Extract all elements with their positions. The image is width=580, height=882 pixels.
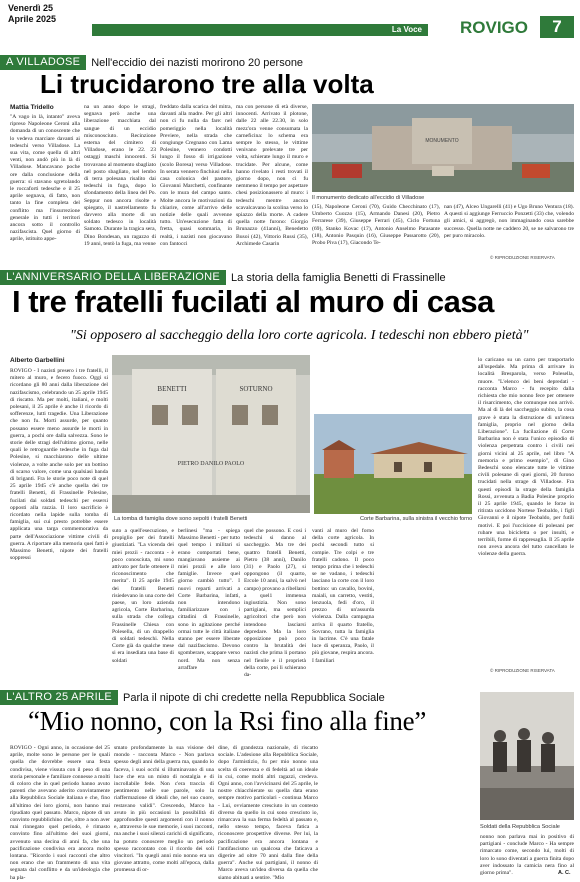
corte-barbarina-caption: Corte Barbarina, sulla sinistra il vecchio forno (360, 516, 473, 522)
article1-col5: (15), Napoleone Ceroni (70), Guido Checchinato (17), Umberto Cuozzo (15), Armando Danesi (20), Pietro Ferrarese (39), Giuseppe Ferrari (45), Ciclo Fortuna (69), Stanko Kovac (17), Antonio Anselmo Parasante (18), Antonio Pasquin (16), Giuseppe Passarotto (20), Probo Piva (17), Giacondo Te- (312, 204, 440, 247)
article1-col1: "A vago in là, intanto" aveva ripreso Napoleone Ceroni alla domanda di un conoscente che lo vedeva marciare davanti ai tedeschi verso Villadose. La sua vita, come quella di altri venti, non andò più in là di Villadose. Mancavano poche ore dalla conclusione della guerra: si stavano sgretolando le roccaforti tedesche e il 25 aprile segnava, di fatto, non tanto la fine completa del conflitto ma l'insurrezione generale in tutti i territori ancora sotto il controllo nazifascista. Quel giorno di aprile, istituito appe- (10, 114, 80, 243)
article1-kicker (0, 55, 303, 70)
article1-col6: nan (47), Alceo Ungarelli (41) e Ugo Bruno Ventura (18). A questi si aggiunge Ferruccio Ponzetti (33) che, volendo gli amici, si aggregò, non immaginando cosa sarebbe successo. Quella notte ne caddero 20, se ne salvarono tre per puro miracolo. (444, 204, 574, 239)
tomb-name-left: BENETTI (157, 385, 187, 393)
article2-col2: suto a quell'esecuzione, e propiglio per dei fratelli giustiziati. "La vicenda dei miei prozii - racconta - è poco conosciuta, mi sono attivato per farle ottenere il riconoscimento che merita". Il 25 aprile 1945 dei fratelli Benetti risiedevano in una corte del paese, un loro azienda agricola, Corte Barbarina, sulla strada che collega Frassinelle Chiesa con Polesella, di un drappello di soldati tedeschi. Nella Corte già da qualche mese si era insediata una base di soldati (112, 528, 174, 664)
article2-col5: vanti al muro del forno della corte agricola. In pochi secondi tutto si compie. Tre colpi e tre fratelli cadono. Il poco tempo prima che i tedeschi se ne vadano, i tedeschi lasciano la corte con il loro bottino: un cavallo, bovini, maiali, un carretto, vestiti, lenzuola, fedi d'oro, il prezzo di un'assurda violenza. Dalla campagna arriva il quarto fratello, Sovrano, tutta la famiglia in lacrime. C'è una fatale luce di speranza, Paolo, il più giovane, respira ancora. I familiari (312, 528, 374, 664)
article2-kicker-tag: L'ANNIVERSARIO DELLA LIBERAZIONE (0, 270, 226, 285)
tomb-inscription: PIETRO DANILO PAOLO (177, 461, 245, 467)
monument-photo (312, 104, 574, 192)
article2-credit: © RIPRODUZIONE RISERVATA (490, 668, 555, 673)
article2-kicker (0, 270, 446, 285)
article2-headline: I tre fratelli fucilati al muro di casa (12, 284, 494, 319)
article1-credit: © RIPRODUZIONE RISERVATA (490, 255, 555, 260)
issue-date (8, 3, 56, 25)
article1-byline: Mattia Tridello (10, 104, 54, 111)
article3-col2: smato profondamente la sua visione del mondo - racconta Marco - Non parlava spesso degli anni della guerra ma, quando lo faceva, i suoi occhi si illuminavano di una luce che era un misto di nostalgia e di incrollabile fede. Non c'era traccia di pentimento nelle sue parole, solo la riaffermazione di ideali che, nel suo cuore, restavano validi". Crescendo, Marco ha avuto in più occasioni la possibilità di approfondire questi argomenti con il nonno e, attraverso le sue memorie, i suoi racconti, ma anche i suoi silenzi carichi di significato, ha potuto conoscere meglio un periodo spesso raccontato con il ricordo dei soli vincitori. "In quegli anni mio nonno era un giovane attratto, come molti all'epoca, dalla promessa di or- (114, 745, 214, 874)
corte-barbarina-photo (314, 414, 472, 514)
monument-photo-caption: Il monumento dedicato all'eccidio di Villadose (312, 195, 425, 201)
article3-col4: nonno non parlava mai in positivo di partigiani - conclude Marco - Ha sempre rimarcato come, secondo lui, molti di loro lo sono diventati a guerra finita dopo aver indossato la camicia nera fino al giorno prima". (480, 834, 574, 877)
article1-col2: na un anno dopo le stragi, segnava però anche una liberazione macchiata dal sangue di un eccidio misconosciuto. Recinzione esterna del cimitero di Villadose, erano le 22. 23 ostaggi maschi innocenti. Si trovavano al momento sbagliato nel posto sbagliato, nel lembo di terra polesana risalito dai tedeschi in fuga, dopo lo sfondamento della linea del Po. Seppur non ancora risolte e spiegato, il nastrellamento fu davvero alla morte di un soldato tedesco in località Samoto. Durante la tragica sera, Dino Bondesan, un ragazzo di 19 anni, tentò la fuga, ma venne (84, 104, 156, 247)
article1-col4: ma con persone di età diverse, innocenti. Arrivato il plotone, dalle 22 alle 22.30, in solo mezz'ora venne consumata la carneficina: lo schema era sempre lo stesso, le vittime venivano prelevate tre per volta, schierate lungo il muro e trucidate. Per alcune, come hanno rivelato i resti trovati il giorno dopo, non ci fu nemmeno il tempo per aspettare chesi posizionassero al muro: i tedeschi mentre ancora scavalcavano la scolina verso lo spiazzo della morte. A cadere quella notte furono: Giorgio Brunazzo (41anni), Benedetto Busoi (42), Vittorio Russi (35), Archimede Casarin (236, 104, 308, 247)
article3-kicker-text: Parla il nipote di chi credette nella Repubblica Sociale (123, 691, 385, 704)
rsi-soldiers-photo (480, 692, 574, 820)
monument-plaque-text: MONUMENTO (425, 138, 459, 144)
issue-date-line1: Venerdì 25 (8, 3, 54, 13)
section-name: ROVIGO (460, 18, 529, 37)
newspaper-brand: La Voce (391, 25, 422, 34)
article1-headline: Li trucidarono tre alla volta (40, 69, 374, 99)
article3-headline: “Mio nonno, con la Rsi fino alla fine” (28, 706, 427, 736)
article2-kicker-text: La storia della famiglia Benetti di Frassinelle (231, 271, 446, 284)
tomb-photo (112, 355, 310, 513)
article2-col4: quel che possono. E così i tedeschi si danno al saccheggio. Ma tre dei quattro fratelli Benetti, Pietro (38 anni), Danilo (31) e Paolo (27), si oppongono (il quarto, Ercole 10 anni, la salvò nel campo) provano a ribellarsi a quel1 immensa ingiustizia. Non sono partigiani, ma semplici agricoltori che però non intendono lasciarsi depredare. Ma la loro opposizione può poco contro la brutalità dei nazisti che prima li portano nel fienile e il proprietà della corte, poi li schierano da- (244, 528, 306, 679)
article2-col6: lo caricano su un carro per trasportarlo all'ospedale. Ma prima di arrivare in località Bresparola, verso Polesella, muore. "L'elenco dei beni depredati - racconta Marco - fu recepito dalla richiesta che mio nonno fece per ottenere il risarcimento, che comunque non arrivò. Ma al di là del saccheggio subito, la cosa grave è stata la distruzione di un'intera famiglia, proprio nel giorno della Liberazione". La fucilazione di Corte Barbarina non è stata l'unico episodio di violenza perpetrata contro i civili nei giorni vicini al 25 aprile, nel libro "A memoria e primo esempio", di Gino Bedeschi sono elencate tutte le vittime civili polesane di quei giorni, 20 furono trucidati nella strage di Villadose. Fra questi episodi la strage della famiglia Rossi, avvenuta a Badia Polesine proprio il 25 aprile 1945, quando le forze in ritirata uccidono Nortese Teobaldo, i figli Giovanni e il nipote Teobaldo, per futili motivi. E poi l'uccisione di polesani per rubare una bicicletta o per insulti, e terribili, forme di rappresaglia. Il 25 aprile non aveva ancora del tutto cancellato le violenze della guerra. (478, 357, 574, 558)
article3-signature: A. C. (558, 870, 571, 876)
page-number: 7 (540, 16, 574, 38)
tomb-name-right: SOTURNO (239, 385, 273, 393)
tomb-photo-caption: La tomba di famiglia dove sono sepolti i fratelli Benetti (114, 516, 248, 522)
issue-date-line2: Aprile 2025 (8, 14, 57, 24)
article2-subhead: "Si opposero al saccheggio della loro corte agricola. I tedeschi non ebbero pietà" (70, 328, 529, 343)
article3-kicker-tag: L'ALTRO 25 APRILE (0, 690, 118, 705)
article2-byline: Alberto Garbellini (10, 357, 65, 364)
article1-col3: freddato dalla scarica del mitra, davanti alla madre. Per gli altri non ci fu nulla da fare: nel pomeriggio nella località Previere, nella strada che congiunge Cregnano con Lama Polesine, vennero condotti lungo il fosso di irrigazione (scolo Boresa) verso Villadose. In serata vennero finchiusi nella casa colonica del pastore, Giovanni Marchetti, confinante con le mura del campo santo. Molte ancora le motivazioni da chiarire, come all'arrivo delle notizie delle quali avvenne tutto. Un'esecuzione fatta di fretta, quasi sommaria, in realtà, i nazisti non giocavano con fantocci (160, 104, 232, 247)
article2-col3: berlinesi "ma - spiega Massimo Benetti - per tutto quel tempo i militari si erano comportati bene, mangiavano assieme ai miei prozii e alle loro famiglie. Invece quel giorno cambiò tutto". I nuovi reparti arrivati a Corte Barbarina, infatti, non intendono familiarizzare con i cittadini di Frassinelle, sono in agitazione perché ormai tutte le città italiane stanno per essere liberate dal nazifascismo. Devono sgomberare, scappare verso nord. Ma non senza arraffare (178, 528, 240, 671)
article3-col3: dine, di grandezza nazionale, di riscatto sociale. L'adesione alla Repubblica Sociale, dopo l'armistizio, fu per mio nonno una scelta di coerenza e di fedeltà ad un ideale in cui, come molti altri ragazzi, credeva. Ogni anno, con l'avvicinarsi del 25 aprile, le nostre chiacchierate su quella data erano sempre motivo particolari - continua Marco - Lui, ovviamente cresciuto in un contesto diverso da quello in cui sono cresciuto io, rimarcava la sua ferma fedeltà al passato e, nello stesso tempo, faceva fatica a riconoscere prospettive diverse. Per lui, la pacificazione era ancora lontana e l'antifascismo un qualcosa che faticava a digerire ad oltre 70 anni dalla fine della guerra". Anche sui partigiani, il nonno di Marco aveva un'idea diversa da quella che siamo abituati a sentire. "Mio (218, 745, 318, 881)
article1-kicker-tag: A VILLADOSE (0, 55, 86, 70)
article2-col1: ROVIGO - I nazisti presero i tre fratelli, il mitero al muro, e fecero fuoco. Oggi si ricordano gli 80 anni dalla liberazione del nazifascismo, celebrando un 25 aprile 1945 di riscatto. Ma per molti, italiani, e molti polesani, il 25 aprile è anche il ricordo di sofferenze, lutti tragedie. Una Liberazione che non fu. Morti assurde, per quanto possano essere meno assurde le morti in guerra, a pochi ore dalla salvezza. Sono le storie delle stragi dell'ultimo giorno, nelle quali le retroguardie tedesche in fuga dal Polesine, si macchiarono delle ultime violenze, a volte anche solo per un bottino di scarso valore, come una qualsiasi banda di briganti. Fra le storie poco note di quel 25 aprile 1945 c'è anche quella dei tre fratelli Benetti, di Frassinelle Polesine, fucilati dai soldati tedeschi per essersi opposti alla razzia. Il loro sacrificio è ricordato nella lapide sulla tomba di famiglia, sui cui presto potrebbe essere applicata una targa commemorativa da parte dell'Associazione vittime civili di guerra. A riportare alla memoria quei fatti è Massimo Benetti, nipote dei fratelli soppressi (10, 368, 108, 562)
article1-kicker-text: Nell'eccidio dei nazisti morirono 20 persone (91, 56, 304, 69)
article3-kicker (0, 690, 385, 705)
rsi-soldiers-caption: Soldati della Repubblica Sociale (480, 824, 560, 830)
page-header (0, 0, 580, 44)
brand-strip (92, 24, 428, 36)
article3-col1: ROVIGO - Ogni anno, in occasione del 25 aprile, molte sono le persone per le quali quella che dovrebbe essere una festa condivisa, viene vissuta con il peso di una storia personale e familiare connesse a molti di coloro che in quel periodo hanno avuto parenti che avevano aderito convintamente alla Repubblica Sociale italiana e che, fino all'ultimo dei loro giorni, non hanno mai ripudiato quel passato. Marco, nipote di un convinto repubblichino che, oltre a non aver mai rinnegato quel periodo, è rimasto convinto fino all'ultimo dei suoi giorni, avvenuto una decina di anni fa, che una pacificazione condivisa era ancora molto lontana. "Ricordo i suoi racconti che altro non erano che un frammento di una vita segnata dal conflitto e da un'ideologia che ha pla- (10, 745, 110, 881)
